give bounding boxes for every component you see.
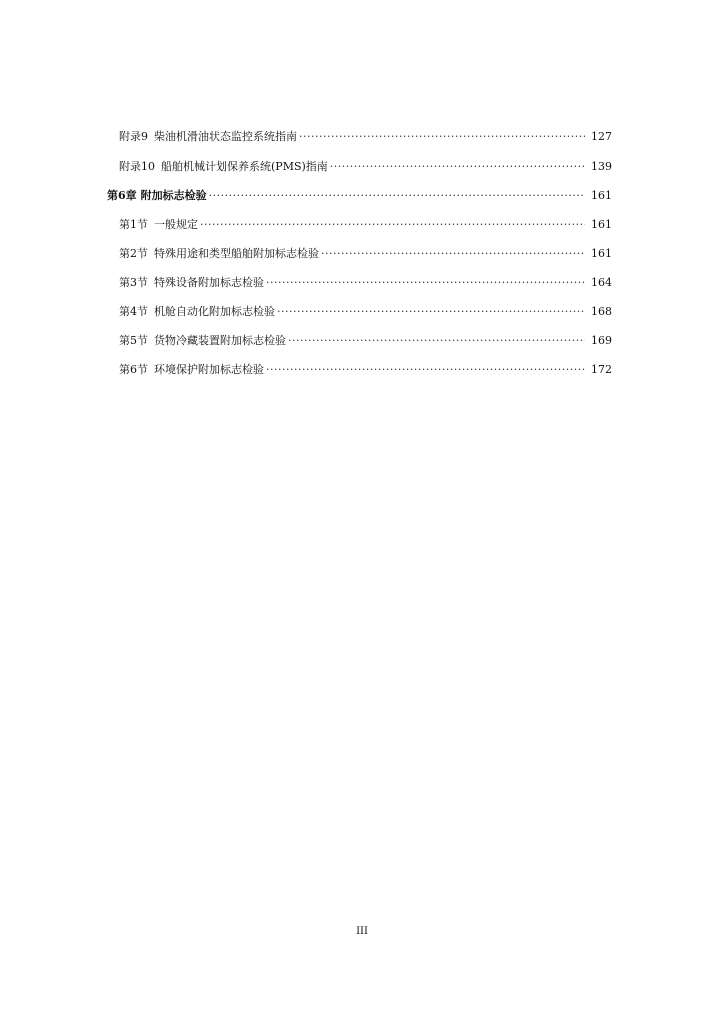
toc-entry-appendix-10[interactable] bbox=[119, 159, 612, 175]
toc-entry-appendix-9[interactable] bbox=[119, 129, 612, 145]
toc-entry-section-5[interactable] bbox=[119, 333, 612, 349]
toc-entry-title: 机舱自动化附加标志检验 bbox=[154, 305, 275, 318]
toc-entry-page: 139 bbox=[591, 160, 612, 173]
toc-entry-page: 172 bbox=[591, 363, 612, 376]
toc-entry-title: 一般规定 bbox=[154, 218, 198, 231]
toc-entry-label: 第4节 bbox=[119, 305, 148, 318]
toc-entry-label: 第6节 bbox=[119, 363, 148, 376]
toc-entry-title: 柴油机滑油状态监控系统指南 bbox=[154, 130, 297, 143]
toc-entry-label: 第6章 bbox=[107, 189, 137, 202]
toc-leader-dots bbox=[200, 217, 585, 233]
toc-entry-title: 环境保护附加标志检验 bbox=[154, 363, 264, 376]
toc-leader-dots bbox=[321, 246, 585, 262]
toc-leader-dots bbox=[330, 159, 585, 175]
toc-entry-label: 附录10 bbox=[119, 160, 155, 173]
toc-leader-dots bbox=[209, 188, 585, 204]
toc-entry-page: 161 bbox=[591, 247, 612, 260]
toc-entry-page: 168 bbox=[591, 305, 612, 318]
toc-entry-section-2[interactable] bbox=[119, 246, 612, 262]
toc-entry-page: 161 bbox=[591, 189, 612, 202]
toc-entry-label: 第5节 bbox=[119, 334, 148, 347]
toc-entry-page: 127 bbox=[591, 130, 612, 143]
toc-entry-page: 161 bbox=[591, 218, 612, 231]
toc-leader-dots bbox=[277, 304, 585, 320]
toc-leader-dots bbox=[266, 362, 585, 378]
toc-entry-label: 第2节 bbox=[119, 247, 148, 260]
toc-entry-label: 第3节 bbox=[119, 276, 148, 289]
toc-entry-title: 特殊用途和类型船舶附加标志检验 bbox=[154, 247, 319, 260]
toc-entry-section-4[interactable] bbox=[119, 304, 612, 320]
toc-entry-title: 附加标志检验 bbox=[140, 189, 207, 202]
toc-entry-page: 164 bbox=[591, 276, 612, 289]
toc-entry-title: 货物冷藏装置附加标志检验 bbox=[154, 334, 286, 347]
toc-leader-dots bbox=[299, 129, 585, 145]
page-number: III bbox=[356, 926, 368, 937]
toc-entry-title: 特殊设备附加标志检验 bbox=[154, 276, 264, 289]
toc-entry-label: 附录9 bbox=[119, 130, 148, 143]
toc-leader-dots bbox=[266, 275, 585, 291]
toc-entry-label: 第1节 bbox=[119, 218, 148, 231]
toc-entry-chapter-6[interactable] bbox=[107, 188, 612, 204]
toc-entry-section-1[interactable] bbox=[119, 217, 612, 233]
toc-entry-page: 169 bbox=[591, 334, 612, 347]
toc-entry-section-6[interactable] bbox=[119, 362, 612, 378]
toc-entry-title: 船舶机械计划保养系统(PMS)指南 bbox=[161, 160, 328, 173]
toc-leader-dots bbox=[288, 333, 585, 349]
toc-entry-section-3[interactable] bbox=[119, 275, 612, 291]
